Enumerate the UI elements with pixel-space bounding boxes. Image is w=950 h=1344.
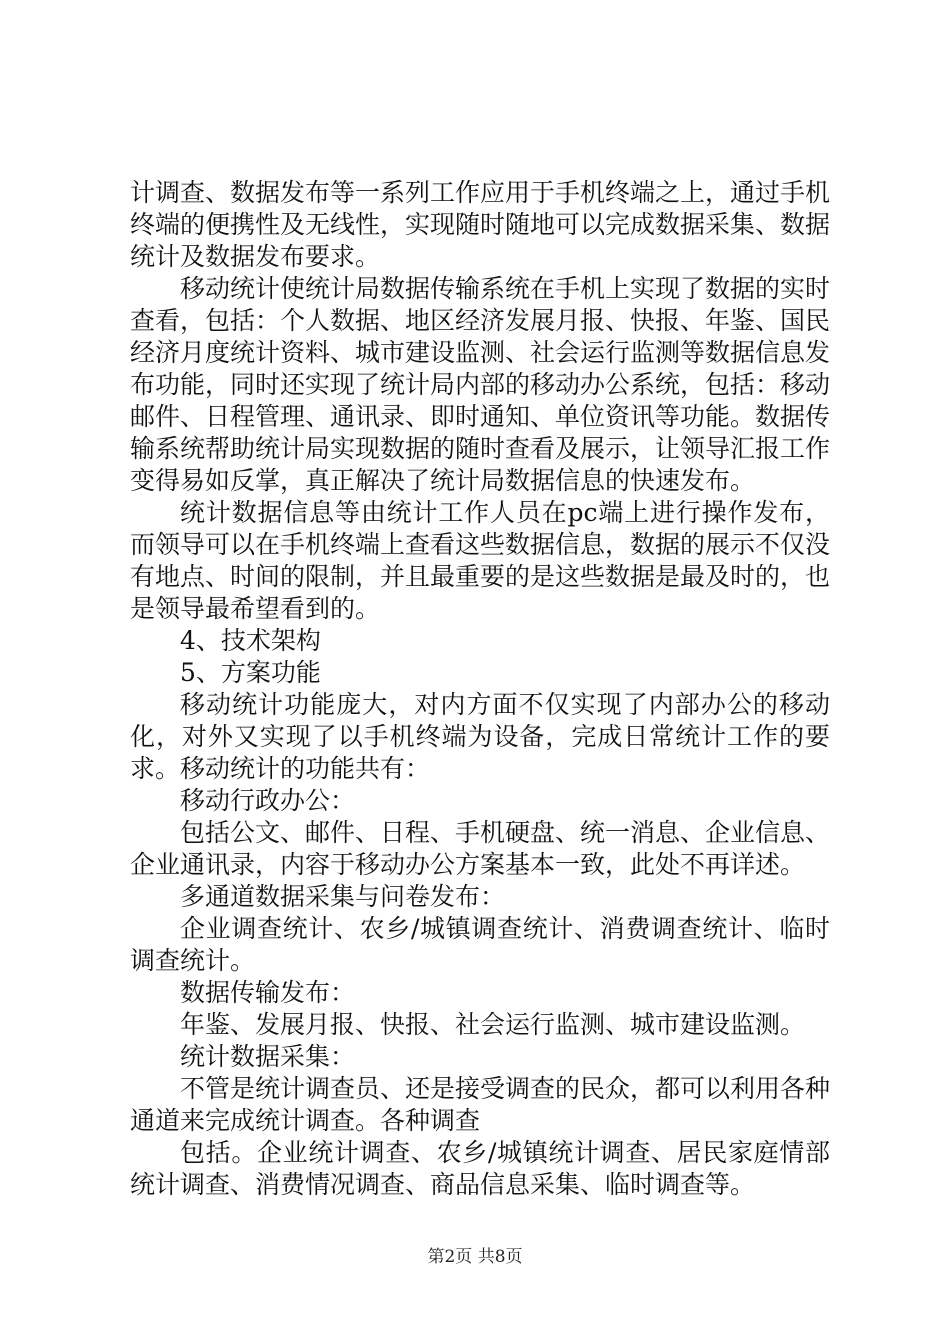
- subheading-stat-collection: 统计数据采集：: [180, 1042, 356, 1071]
- paragraph-stat-collection: 不管是统计调查员、还是接受调查的民众，都可以利用各种通道来完成统计调查。各种调查: [130, 1074, 831, 1135]
- paragraph-mobile-office: 包括公文、邮件、日程、手机硬盘、统一消息、企业信息、企业通讯录，内容于移动办公方案基本一致，此处不再详述。: [130, 818, 831, 879]
- paragraph-functions-intro: 移动统计功能庞大，对内方面不仅实现了内部办公的移动化，对外又实现了以手机终端为设备，完成日常统计工作的要求。移动统计的功能共有：: [130, 690, 830, 783]
- subheading-data-collection: 多通道数据采集与问卷发布：: [180, 882, 506, 911]
- heading-solution-functions: 5、方案功能: [180, 658, 321, 687]
- heading-tech-architecture: 4、技术架构: [180, 626, 321, 655]
- subheading-mobile-office: 移动行政办公：: [180, 786, 356, 815]
- paragraph-3: 统计数据信息等由统计工作人员在pc端上进行操作发布，而领导可以在手机终端上查看这些数据信息，数据的展示不仅没有地点、时间的限制，并且最重要的是这些数据是最及时的，也是领导最希望看到的。: [130, 498, 831, 623]
- page-footer: 第2页 共8页: [427, 1247, 523, 1267]
- paragraph-survey-types: 包括。企业统计调查、农乡/城镇统计调查、居民家庭情部统计调查、消费情况调查、商品信息采集、临时调查等。: [130, 1138, 830, 1199]
- subheading-data-publish: 数据传输发布：: [180, 978, 356, 1007]
- paragraph-2: 移动统计使统计局数据传输系统在手机上实现了数据的实时查看，包括：个人数据、地区经济发展月报、快报、年鉴、国民经济月度统计资料、城市建设监测、社会运行监测等数据信息发布功能，同时还实现了统计局内部的移动办公系统，包括：移动邮件、日程管理、通讯录、即时通知、单位资讯等功能。数据传输系统帮助统计局实现数据的随时查看及展示，让领导汇报工作变得易如反掌，真正解决了统计局数据信息的快速发布。: [130, 274, 831, 495]
- document-body: [130, 177, 830, 1201]
- paragraph-data-collection: 企业调查统计、农乡/城镇调查统计、消费调查统计、临时调查统计。: [130, 914, 830, 975]
- paragraph-data-publish: 年鉴、发展月报、快报、社会运行监测、城市建设监测。: [180, 1010, 806, 1039]
- paragraph-1: 计调查、数据发布等一系列工作应用于手机终端之上，通过手机终端的便携性及无线性，实现随时随地可以完成数据采集、数据统计及数据发布要求。: [130, 178, 831, 271]
